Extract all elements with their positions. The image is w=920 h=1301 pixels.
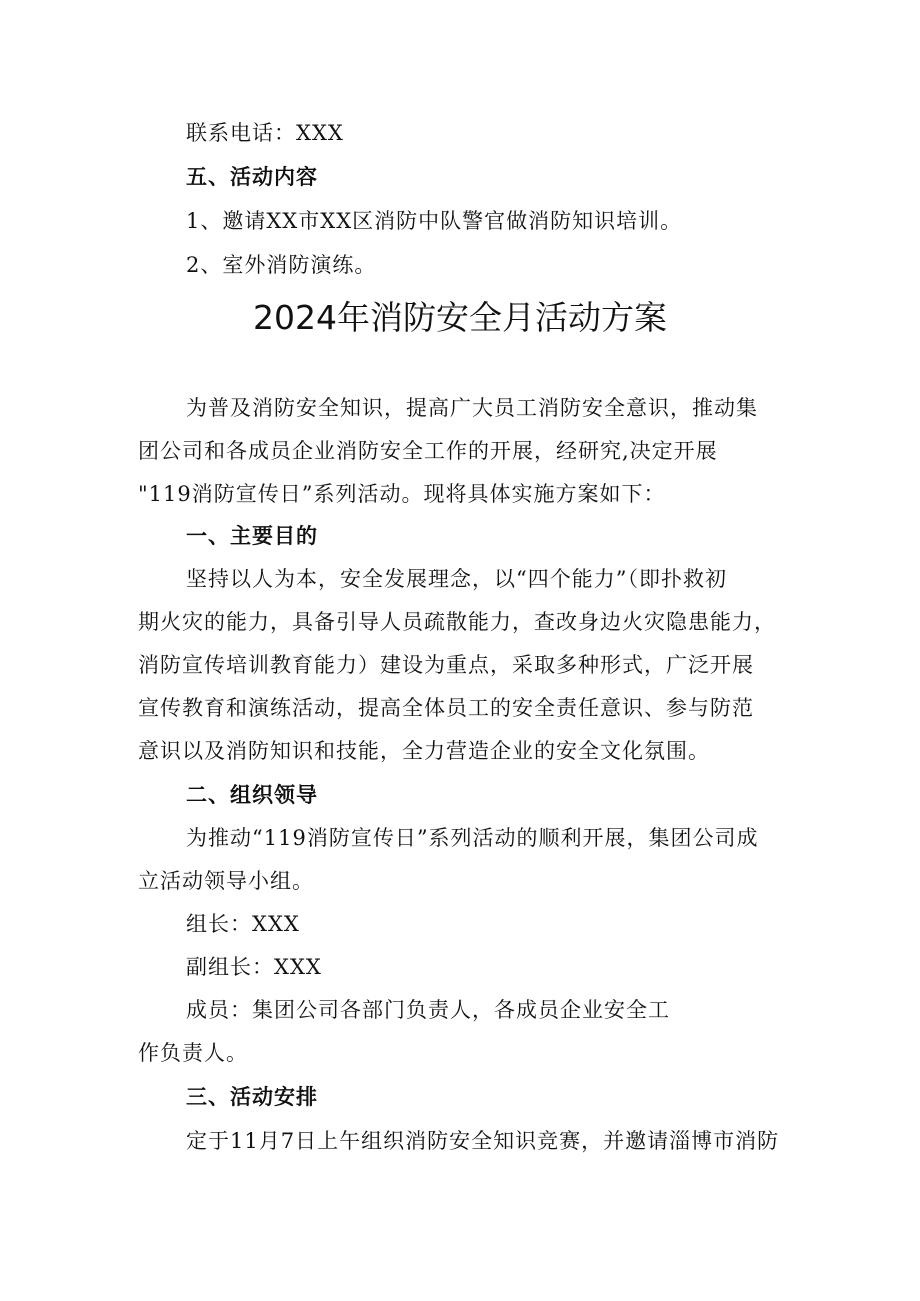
section-5-heading: 五、活动内容 — [186, 165, 318, 189]
sec2-line-2: 立活动领导小组。 — [138, 869, 314, 893]
sec1-line-1: 坚持以人为本，安全发展理念，以“四个能力”（即扑救初 — [186, 567, 727, 591]
section-1-heading: 一、主要目的 — [186, 524, 318, 548]
contact-phone-line: 联系电话：XXX — [186, 121, 344, 145]
deputy-group-leader: 副组长：XXX — [186, 955, 322, 979]
sec1-line-4: 宣传教育和演练活动，提高全体员工的安全责任意识、参与防范 — [138, 696, 754, 720]
intro-line-1: 为普及消防安全知识，提高广大员工消防安全意识，推动集 — [186, 396, 758, 420]
intro-line-2: 团公司和各成员企业消防安全工作的开展，经研究,决定开展 — [138, 439, 718, 463]
sec1-line-3: 消防宣传培训教育能力）建设为重点，采取多种形式，广泛开展 — [138, 653, 754, 677]
content-item-2: 2、室外消防演练。 — [186, 253, 377, 277]
content-item-1: 1、邀请XX市XX区消防中队警官做消防知识培训。 — [186, 209, 683, 233]
section-2-heading: 二、组织领导 — [186, 783, 318, 807]
members-line-2: 作负责人。 — [138, 1041, 248, 1065]
intro-line-3: "119消防宣传日”系列活动。现将具体实施方案如下： — [138, 482, 666, 506]
sec2-line-1: 为推动“119消防宣传日”系列活动的顺利开展，集团公司成 — [186, 826, 759, 850]
sec3-line-1: 定于11月7日上午组织消防安全知识竞赛，并邀请淄博市消防 — [186, 1129, 780, 1153]
group-leader: 组长：XXX — [186, 912, 300, 936]
section-3-heading: 三、活动安排 — [186, 1085, 318, 1109]
sec1-line-2: 期火灾的能力，具备引导人员疏散能力，查改身边火灾隐患能力， — [138, 610, 776, 634]
document-title: 2024年消防安全月活动方案 — [253, 298, 667, 337]
members-line-1: 成员：集团公司各部门负责人，各成员企业安全工 — [186, 998, 670, 1022]
sec1-line-5: 意识以及消防知识和技能，全力营造企业的安全文化氛围。 — [138, 739, 710, 763]
